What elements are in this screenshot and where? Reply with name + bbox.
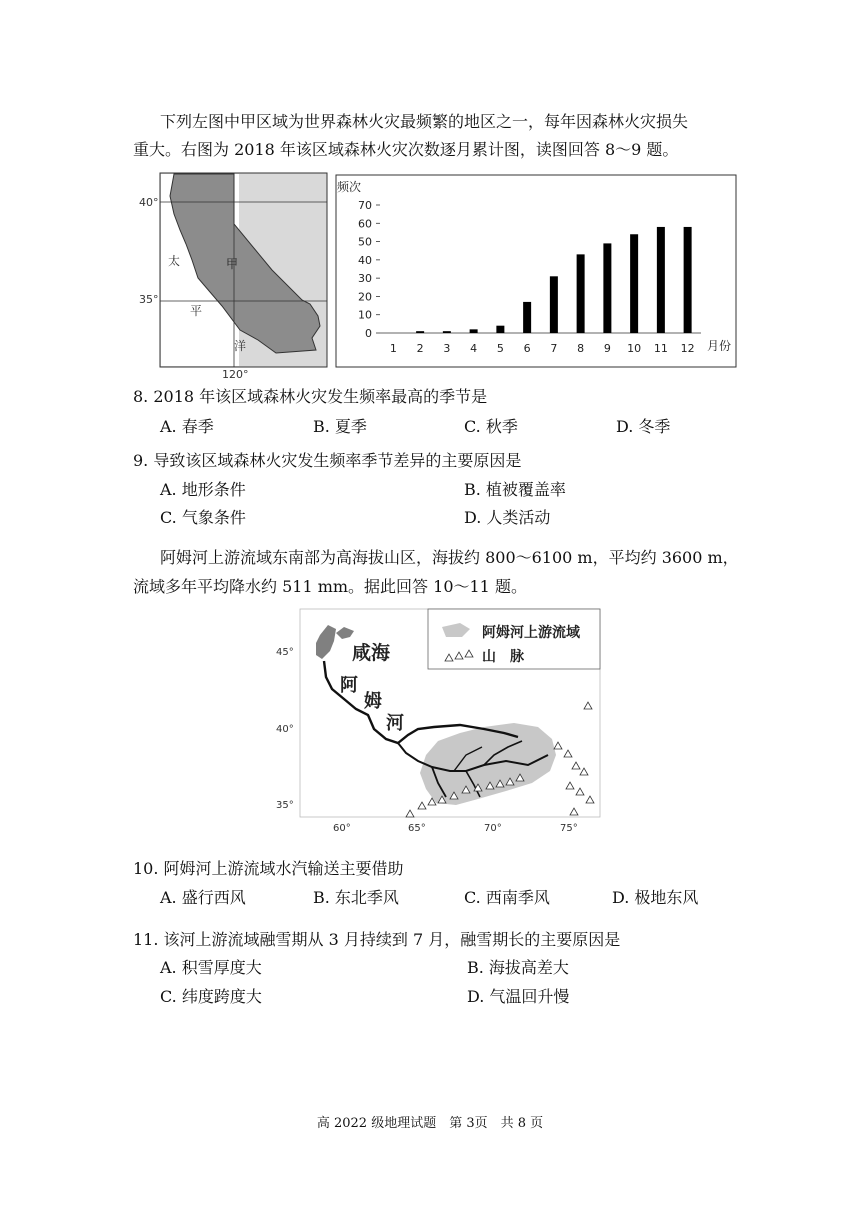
q9-option-a[interactable]: A. 地形条件 [160, 480, 246, 499]
q11-option-b[interactable]: B. 海拔高差大 [467, 958, 569, 977]
x-tick-label: 3 [443, 342, 451, 355]
bar-month-9 [603, 243, 611, 333]
q11-option-c[interactable]: C. 纬度跨度大 [160, 987, 262, 1006]
q10-option-b[interactable]: B. 东北季风 [313, 888, 399, 907]
lon60-label: 60° [333, 823, 351, 834]
intro2-line2: 流域多年平均降水约 511 mm。据此回答 10～11 题。 [133, 577, 527, 596]
lat40-label: 40° [139, 196, 159, 209]
q8-option-d[interactable]: D. 冬季 [616, 417, 671, 436]
lon70-label: 70° [484, 823, 502, 834]
x-tick-label: 2 [416, 342, 424, 355]
q10-option-a[interactable]: A. 盛行西风 [160, 888, 246, 907]
chart-xlabel: 月份 [707, 339, 732, 353]
bar-month-8 [577, 254, 585, 333]
q9-stem: 9. 导致该区域森林火灾发生频率季节差异的主要原因是 [133, 451, 522, 470]
q8-option-c[interactable]: C. 秋季 [464, 417, 518, 436]
map2-legend [428, 609, 600, 669]
california-map [130, 172, 330, 382]
lat35-label: 35° [139, 293, 159, 306]
bar-month-5 [496, 326, 504, 333]
intro1-line1: 下列左图中甲区域为世界森林火灾最频繁的地区之一，每年因森林火灾损失 [160, 112, 689, 131]
q11-option-a[interactable]: A. 积雪厚度大 [160, 958, 262, 977]
bar-month-4 [470, 329, 478, 333]
q8-stem: 8. 2018 年该区域森林火灾发生频率最高的季节是 [133, 387, 488, 406]
y-tick-label: 40 [358, 253, 372, 267]
q8-option-a[interactable]: A. 春季 [160, 417, 214, 436]
x-tick-label: 11 [653, 342, 668, 355]
bar-month-12 [684, 227, 692, 333]
y-tick-label: 20 [358, 290, 372, 304]
lon75-label: 75° [560, 823, 578, 834]
lat35-label: 35° [276, 800, 294, 811]
x-tick-label: 7 [550, 342, 558, 355]
label-yang: 洋 [234, 339, 247, 353]
lon65-label: 65° [408, 823, 426, 834]
y-tick-label: 10 [358, 308, 372, 322]
bar-month-3 [443, 331, 451, 333]
chart-ylabel: 频次 [337, 180, 362, 194]
y-tick-label: 70 [358, 199, 372, 212]
x-tick-label: 8 [577, 342, 585, 355]
bar-month-2 [416, 331, 424, 333]
label-he: 河 [386, 713, 404, 734]
fire-frequency-chart [335, 174, 737, 368]
label-tai: 太 [168, 254, 181, 268]
label-xianhai: 咸海 [352, 642, 391, 664]
q9-option-d[interactable]: D. 人类活动 [464, 508, 551, 527]
x-tick-label: 9 [603, 342, 611, 355]
lat45-label: 45° [276, 647, 294, 658]
intro1-line2: 重大。右图为 2018 年该区域森林火灾次数逐月累计图，读图回答 8～9 题。 [133, 140, 679, 159]
q10-option-d[interactable]: D. 极地东风 [612, 888, 699, 907]
legend-mountain-label: 山 脉 [482, 649, 524, 665]
x-tick-label: 12 [680, 342, 695, 355]
x-tick-label: 4 [470, 342, 478, 355]
y-tick-label: 0 [365, 327, 372, 340]
x-tick-label: 10 [627, 342, 642, 355]
label-ping: 平 [190, 304, 203, 318]
q10-stem: 10. 阿姆河上游流域水汽输送主要借助 [133, 859, 404, 878]
q9-option-c[interactable]: C. 气象条件 [160, 508, 246, 527]
x-tick-label: 6 [523, 342, 531, 355]
bar-month-7 [550, 276, 558, 333]
x-tick-label: 5 [496, 342, 504, 355]
label-mu: 姆 [364, 691, 382, 712]
lon120-label: 120° [222, 368, 249, 381]
label-jia: 甲 [226, 257, 239, 271]
q8-option-b[interactable]: B. 夏季 [313, 417, 367, 436]
q10-option-c[interactable]: C. 西南季风 [464, 888, 550, 907]
amu-darya-map [270, 605, 605, 835]
q9-option-b[interactable]: B. 植被覆盖率 [464, 480, 566, 499]
intro2-line1: 阿姆河上游流域东南部为高海拔山区，海拔约 800～6100 m，平均约 3600 m， [160, 548, 739, 567]
y-tick-label: 60 [358, 217, 372, 231]
bar-month-11 [657, 227, 665, 333]
y-tick-label: 50 [358, 235, 372, 249]
legend-basin-label: 阿姆河上游流域 [482, 625, 580, 641]
q11-stem: 11. 该河上游流域融雪期从 3 月持续到 7 月，融雪期长的主要原因是 [133, 930, 621, 949]
bar-month-6 [523, 302, 531, 333]
page-footer: 高 2022 级地理试题 第 3页 共 8 页 [316, 1116, 544, 1131]
lat40-label: 40° [276, 724, 294, 735]
chart-frame [336, 175, 736, 367]
label-a: 阿 [340, 675, 358, 696]
x-tick-label: 1 [389, 342, 397, 355]
q11-option-d[interactable]: D. 气温回升慢 [467, 987, 570, 1006]
y-tick-label: 30 [358, 272, 372, 286]
bar-month-10 [630, 234, 638, 333]
